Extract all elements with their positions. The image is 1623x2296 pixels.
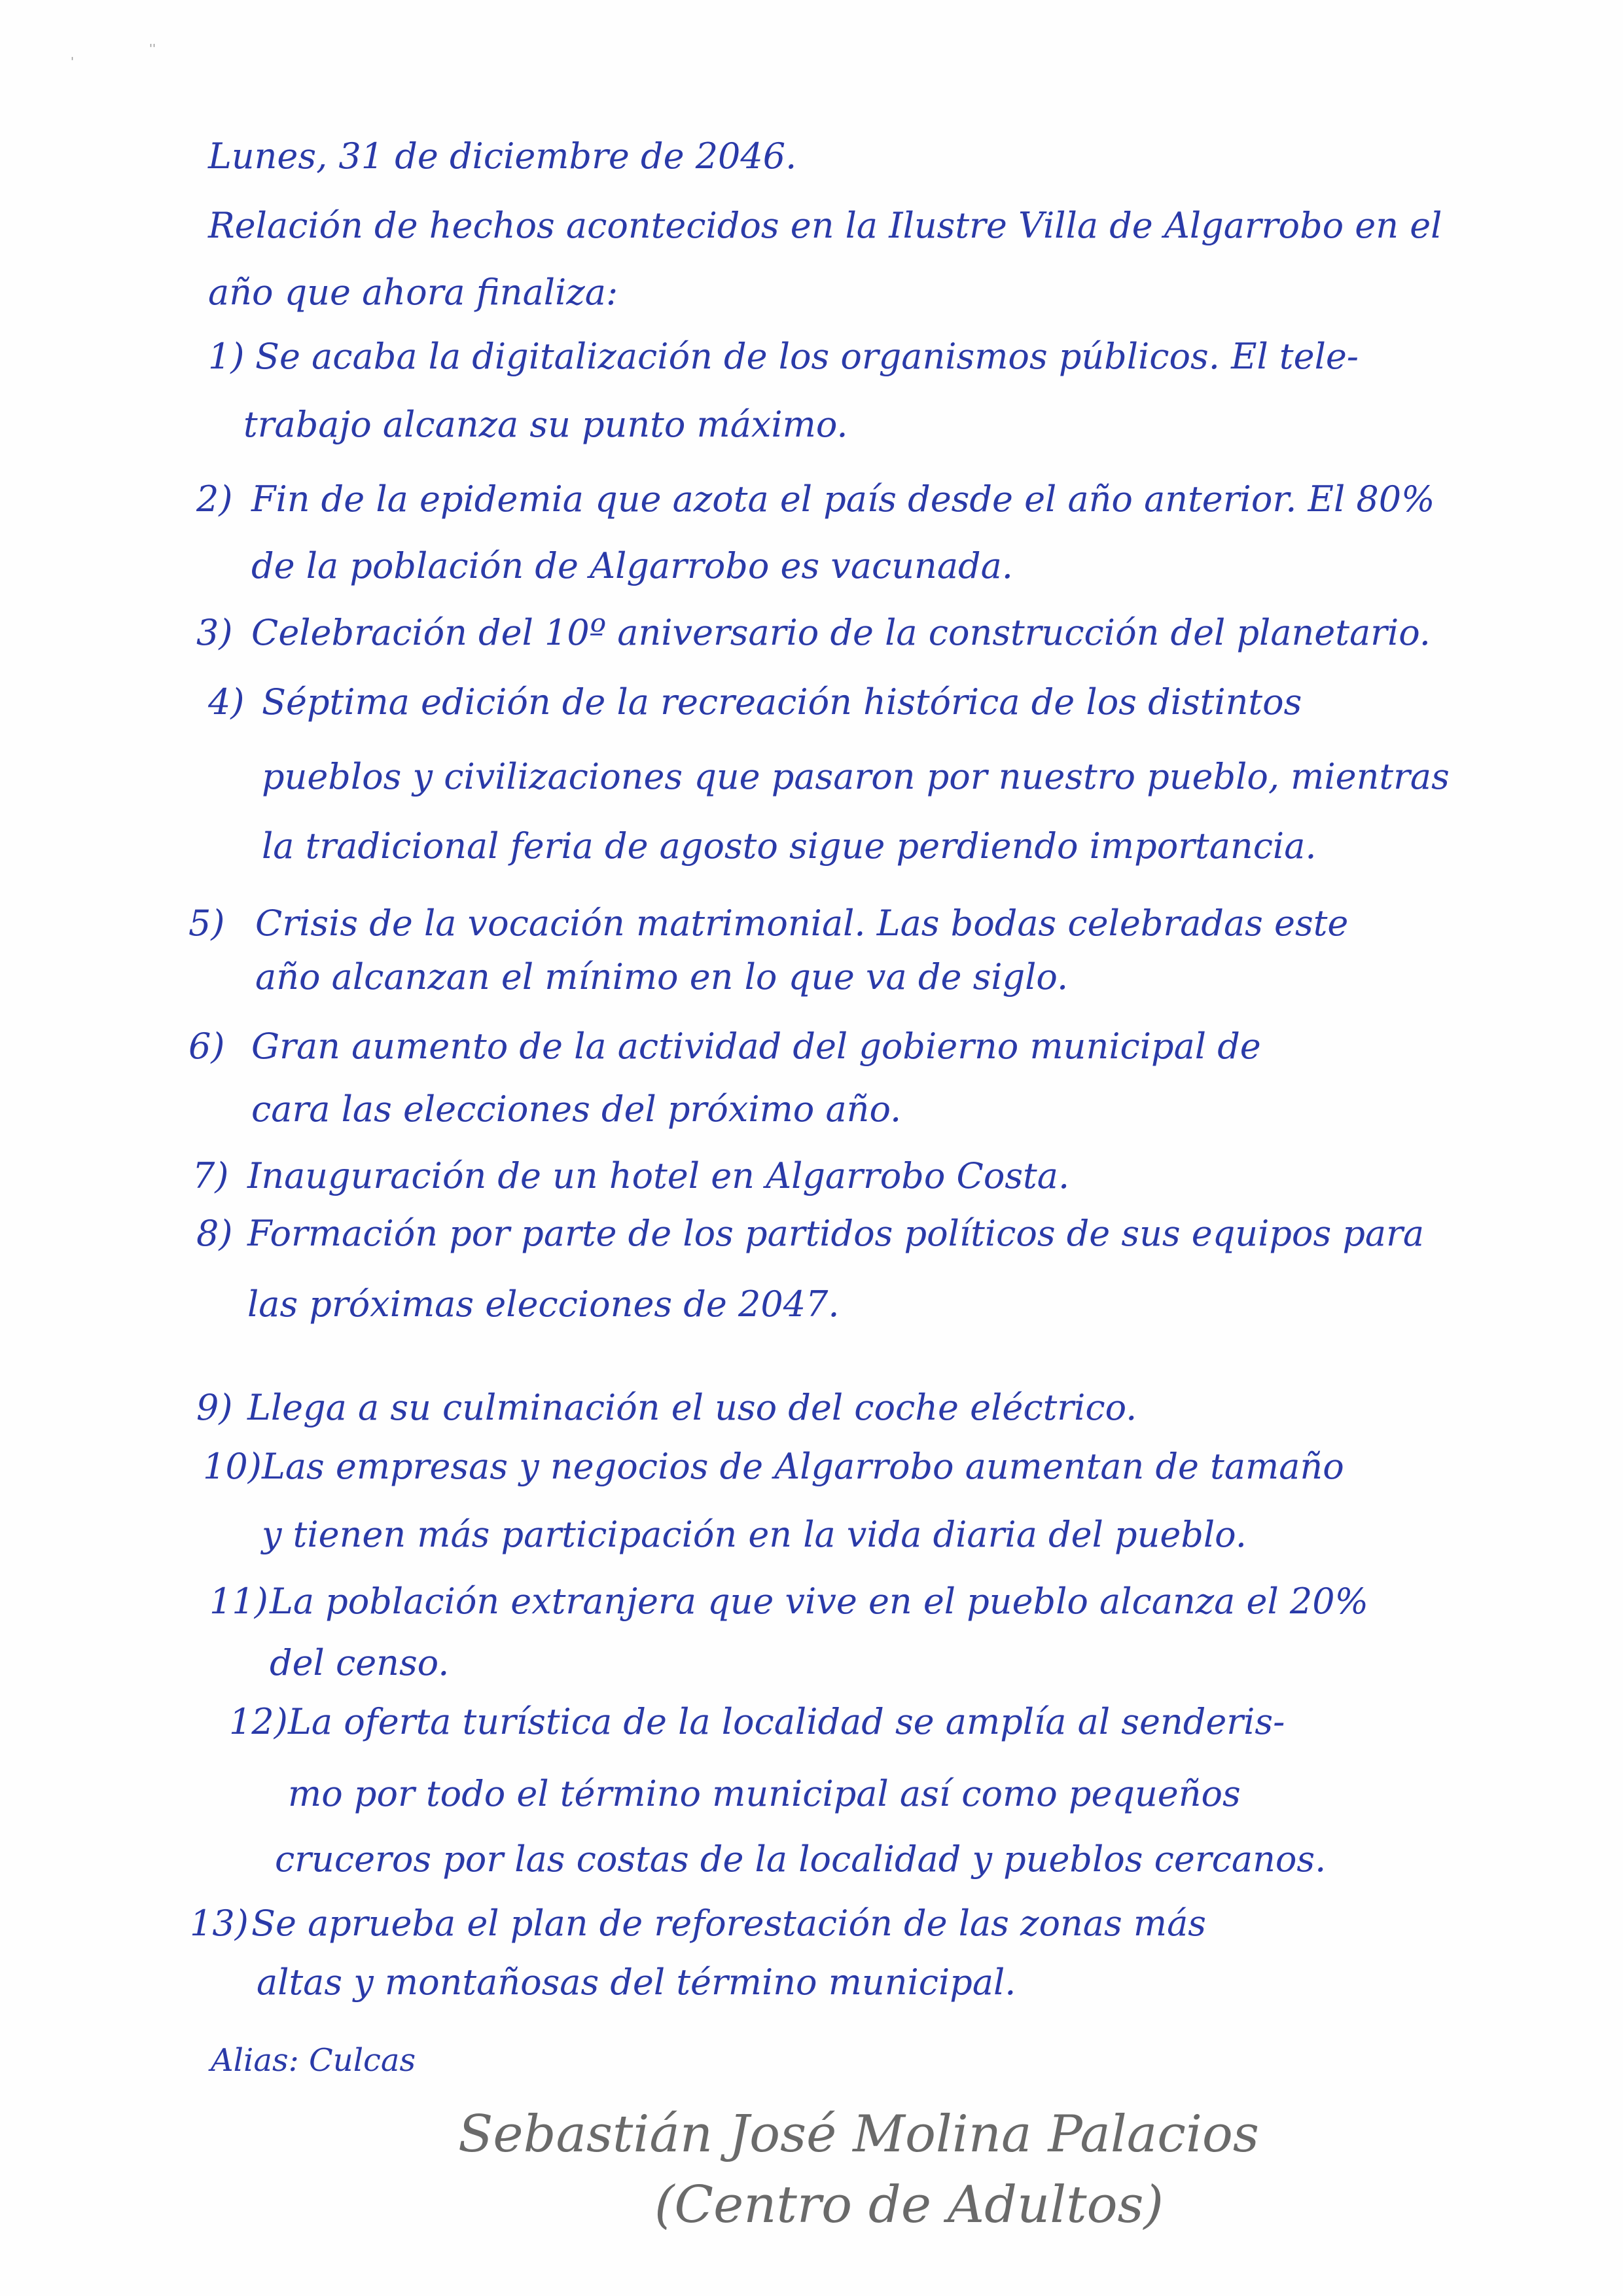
item-number: 8) [196,1213,233,1254]
item-line: Llega a su culminación el uso del coche eléctrico. [247,1387,1137,1428]
item-line: año alcanzan el mínimo en lo que va de siglo. [255,956,1069,997]
scan-speck: '' [149,42,156,56]
item-line: y tienen más participación en la vida diaria del pueblo. [262,1514,1247,1555]
document-date: Lunes, 31 de diciembre de 2046. [208,135,797,177]
item-line: Formación por parte de los partidos políticos de sus equipos para [247,1213,1425,1254]
item-line: trabajo alcanza su punto máximo. [243,404,848,445]
scan-speck: ' [71,55,74,69]
item-number: 4) [208,681,245,723]
item-line: las próximas elecciones de 2047. [247,1283,840,1325]
item-line: Séptima edición de la recreación histórica de los distintos [262,681,1302,723]
item-number: 12) [229,1701,288,1742]
item-line: cara las elecciones del próximo año. [251,1088,902,1130]
item-line: La población extranjera que vive en el pueblo alcanza el 20% [270,1581,1368,1622]
intro-line-1: Relación de hechos acontecidos en la Ilustre Villa de Algarrobo en el [208,205,1442,246]
item-line: cruceros por las costas de la localidad y pueblos cercanos. [275,1839,1327,1880]
item-line: Se acaba la digitalización de los organismos públicos. El tele- [255,336,1359,377]
intro-line-2: año que ahora finaliza: [208,272,618,313]
item-line: Celebración del 10º aniversario de la construcción del planetario. [251,612,1431,653]
item-line: Las empresas y negocios de Algarrobo aumentan de tamaño [262,1446,1344,1487]
item-number: 9) [196,1387,233,1428]
item-number: 1) [208,336,245,377]
alias: Alias: Culcas [211,2042,416,2079]
item-number: 6) [188,1026,225,1067]
item-line: de la población de Algarrobo es vacunada. [251,545,1013,586]
item-line: Inauguración de un hotel en Algarrobo Costa. [247,1155,1070,1196]
item-line: Se aprueba el plan de reforestación de las zonas más [251,1903,1206,1944]
item-line: pueblos y civilizaciones que pasaron por nuestro pueblo, mientras [262,756,1450,797]
author-affiliation: (Centro de Adultos) [654,2176,1164,2234]
item-number: 5) [188,903,225,944]
item-line: altas y montañosas del término municipal. [257,1962,1016,2003]
item-line: Crisis de la vocación matrimonial. Las bodas celebradas este [255,903,1349,944]
item-number: 11) [209,1581,268,1622]
item-number: 3) [196,612,233,653]
item-number: 2) [196,478,233,520]
item-line: la tradicional feria de agosto sigue perdiendo importancia. [262,825,1317,867]
item-number: 7) [192,1155,229,1196]
item-line: mo por todo el término municipal así como pequeños [288,1773,1241,1814]
author-name: Sebastián José Molina Palacios [458,2105,1259,2164]
item-line: del censo. [270,1642,450,1683]
item-line: La oferta turística de la localidad se amplía al senderis- [288,1701,1285,1742]
item-number: 13) [190,1903,249,1944]
item-line: Fin de la epidemia que azota el país desde el año anterior. El 80% [251,478,1435,520]
item-line: Gran aumento de la actividad del gobierno municipal de [251,1026,1261,1067]
item-number: 10) [203,1446,262,1487]
